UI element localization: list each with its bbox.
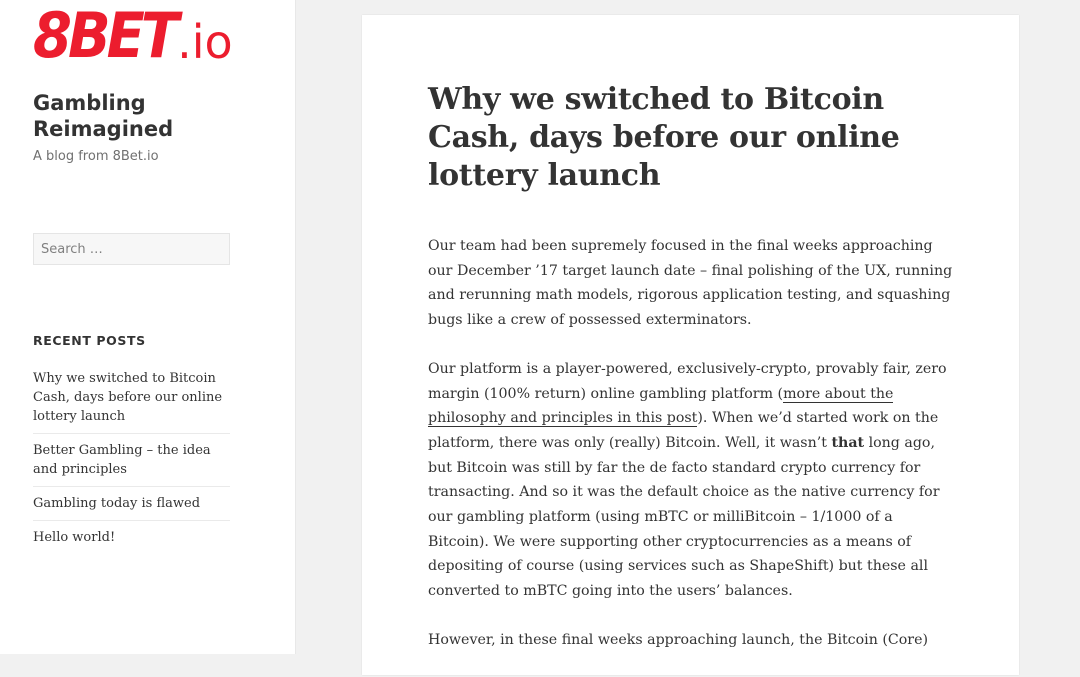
list-item <box>33 494 230 521</box>
article <box>362 15 1019 675</box>
site-description: A blog from 8Bet.io <box>33 149 159 164</box>
recent-post-link[interactable]: Gambling today is flawed <box>33 496 201 511</box>
paragraph-text: Our platform is a player-powered, exclusively-crypto, provably fair, zero margin (100% return) online gambling platform ( <box>428 360 947 402</box>
list-item <box>33 528 230 554</box>
article-content <box>428 234 956 677</box>
paragraph: Our team had been supremely focused in the final weeks approaching our December ’17 target launch date – final polishing of the UX, running and rerunning math models, rigorous application testing, and squashing bugs like a crew of possessed exterminators. <box>428 238 953 329</box>
site-logo[interactable] <box>33 0 233 80</box>
logo-mark: 8BET <box>33 0 176 73</box>
recent-post-link[interactable]: Better Gambling – the idea and principles <box>33 443 211 477</box>
logo-suffix: .io <box>177 15 233 69</box>
paragraph-text: ). When we’d started work on the platform, there was only (really) Bitcoin. Well, it wasn’t <box>428 410 939 451</box>
list-item <box>33 369 230 434</box>
recent-posts-list <box>33 369 230 561</box>
emphasis: that <box>831 434 865 451</box>
list-item <box>33 441 230 487</box>
recent-post-link[interactable]: Hello world! <box>33 530 116 545</box>
site-title[interactable]: Gambling Reimagined <box>33 91 174 141</box>
sidebar <box>0 0 296 654</box>
article-title: Why we switched to Bitcoin Cash, days before our online lottery launch <box>428 82 900 193</box>
paragraph <box>428 357 956 604</box>
paragraph-text: long ago, but Bitcoin was still by far the de facto standard crypto currency for transacting. And so it was the default choice as the native currency for our gambling platform (using mBTC or milliBitcoin – 1/1000 of a Bitcoin). We were supporting other cryptocurrencies as a means of depositing of course (using services such as ShapeShift) but these all converted to mBTC going into the users’ balances. <box>428 434 940 600</box>
paragraph: However, in these final weeks approaching launch, the Bitcoin (Core) <box>428 631 928 648</box>
search-input[interactable] <box>33 233 230 265</box>
philosophy-link[interactable]: more about the philosophy and principles in this post <box>428 385 894 427</box>
recent-post-link[interactable]: Why we switched to Bitcoin Cash, days before our online lottery launch <box>33 371 223 424</box>
recent-posts-heading: RECENT POSTS <box>33 333 146 348</box>
